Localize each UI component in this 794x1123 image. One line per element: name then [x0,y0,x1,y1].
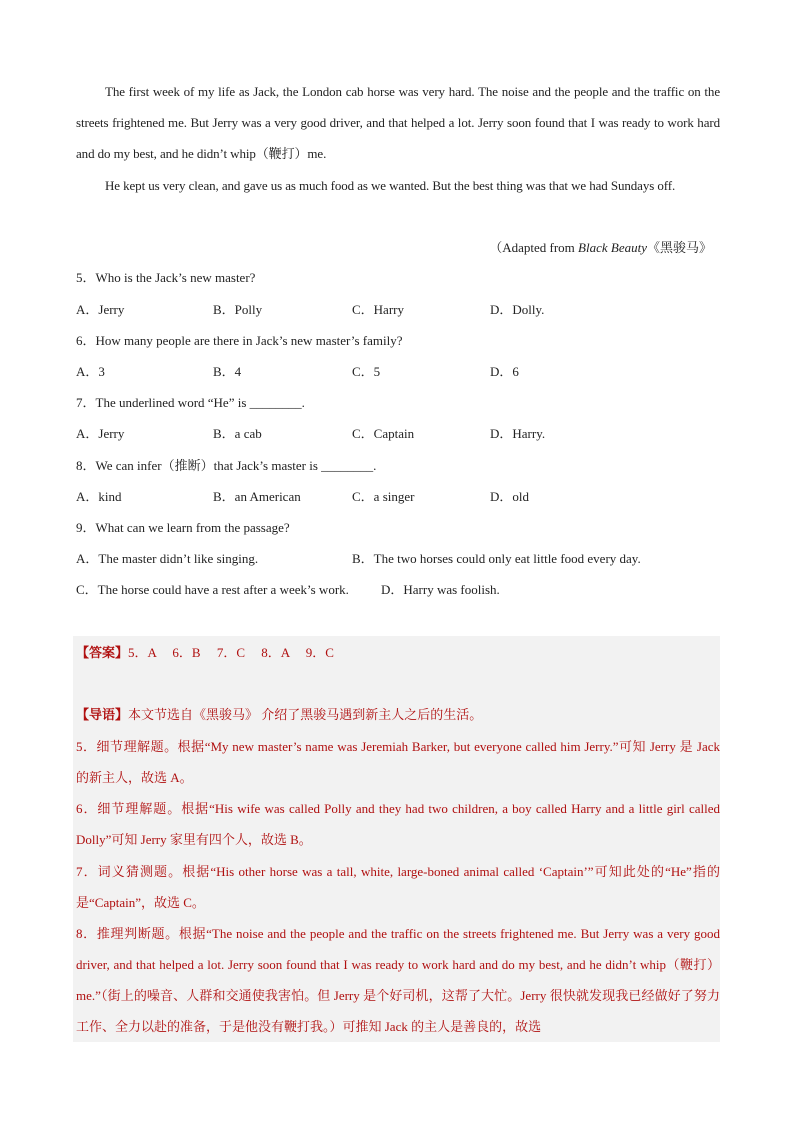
question-8-option-c: C．a singer [352,489,415,504]
answer-tag: 【答案】 [76,645,129,660]
question-5-option-b: B．Polly [213,302,263,317]
explanation-item-7: 7．词义猜测题。根据“His other horse was a tall, white, large-boned animal called ‘Captain’”可知此处的“He”指的是“Captain”，故选 C。 [76,864,720,910]
question-9-option-d: D．Harry was foolish. [381,582,500,597]
question-9-option-a: A．The master didn’t like singing. [76,551,259,566]
question-5-stem: 5．Who is the Jack’s new master? [76,270,256,285]
passage-paragraph-2: He kept us very clean, and gave us as much food as we wanted. But the best thing was that we had Sundays off. [105,178,676,193]
question-6-option-b: B．4 [213,364,242,379]
question-8-stem: 8．We can infer（推断）that Jack’s master is ________. [76,458,377,473]
question-7-option-b: B．a cab [213,426,262,441]
question-9-option-b: B．The two horses could only eat little food every day. [352,551,641,566]
explanation-item-8: 8．推理判断题。根据“The noise and the people and the traffic on the streets frightened me. But Jerry was a very good driver, and that helped a lot. Jerry soon found that I was ready to work hard and do my best, and he didn’t whip（鞭打）me.”（街上的噪音、人群和交通使我害怕。但 Jerry 是个好司机，这帮了大忙。Jerry 很快就发现我已经做好了努力工作、全力以赴的准备，于是他没有鞭打我。）可推知 Jack 的主人是善良的，故选 [76,926,720,1034]
answer-text: 5．A 6．B 7．C 8．A 9．C [128,645,334,660]
explanation-item-5: 5．细节理解题。根据“My new master’s name was Jeremiah Barker, but everyone called him Jerry.”可知 Jerry 是 Jack 的新主人，故选 A。 [76,739,720,785]
question-9-stem: 9．What can we learn from the passage? [76,520,290,535]
question-7-option-d: D．Harry. [490,426,546,441]
question-6-option-c: C．5 [352,364,381,379]
intro-tag: 【导语】 [76,707,129,722]
explanation-item-6: 6．细节理解题。根据“His wife was called Polly and they had two children, a boy called Harry and a little girl called Dolly”可知 Jerry 家里有四个人，故选 B。 [76,801,720,847]
question-7-option-a: A．Jerry [76,426,125,441]
question-7-stem: 7．The underlined word “He” is ________. [76,395,305,410]
question-7-option-c: C．Captain [352,426,415,441]
explanation-intro [76,705,482,725]
question-8-option-d: D．old [490,489,530,504]
answer-key [76,643,334,663]
question-6-option-a: A．3 [76,364,105,379]
question-5-option-a: A．Jerry [76,302,125,317]
question-6-stem: 6．How many people are there in Jack’s new master’s family? [76,333,403,348]
question-8-option-b: B．an American [213,489,301,504]
passage-paragraph-1: The first week of my life as Jack, the London cab horse was very hard. The noise and the people and the traffic on the streets frightened me. But Jerry was a very good driver, and that helped a lot. Jerry soon found that I was ready to work hard and do my best, and he didn’t whip（鞭打）me. [76,84,720,161]
source-prefix: （Adapted from [489,240,579,255]
source-suffix: 《黑骏马》 [646,240,712,255]
intro-text: 本文节选自《黑骏马》 介绍了黑骏马遇到新主人之后的生活。 [128,707,483,722]
question-6-option-d: D．6 [490,364,519,379]
passage-source [489,238,712,258]
question-5-option-d: D．Dolly. [490,302,545,317]
source-title: Black Beauty [578,240,647,255]
question-9-option-c: C．The horse could have a rest after a week’s work. [76,582,349,597]
question-5-option-c: C．Harry [352,302,404,317]
question-8-option-a: A．kind [76,489,122,504]
